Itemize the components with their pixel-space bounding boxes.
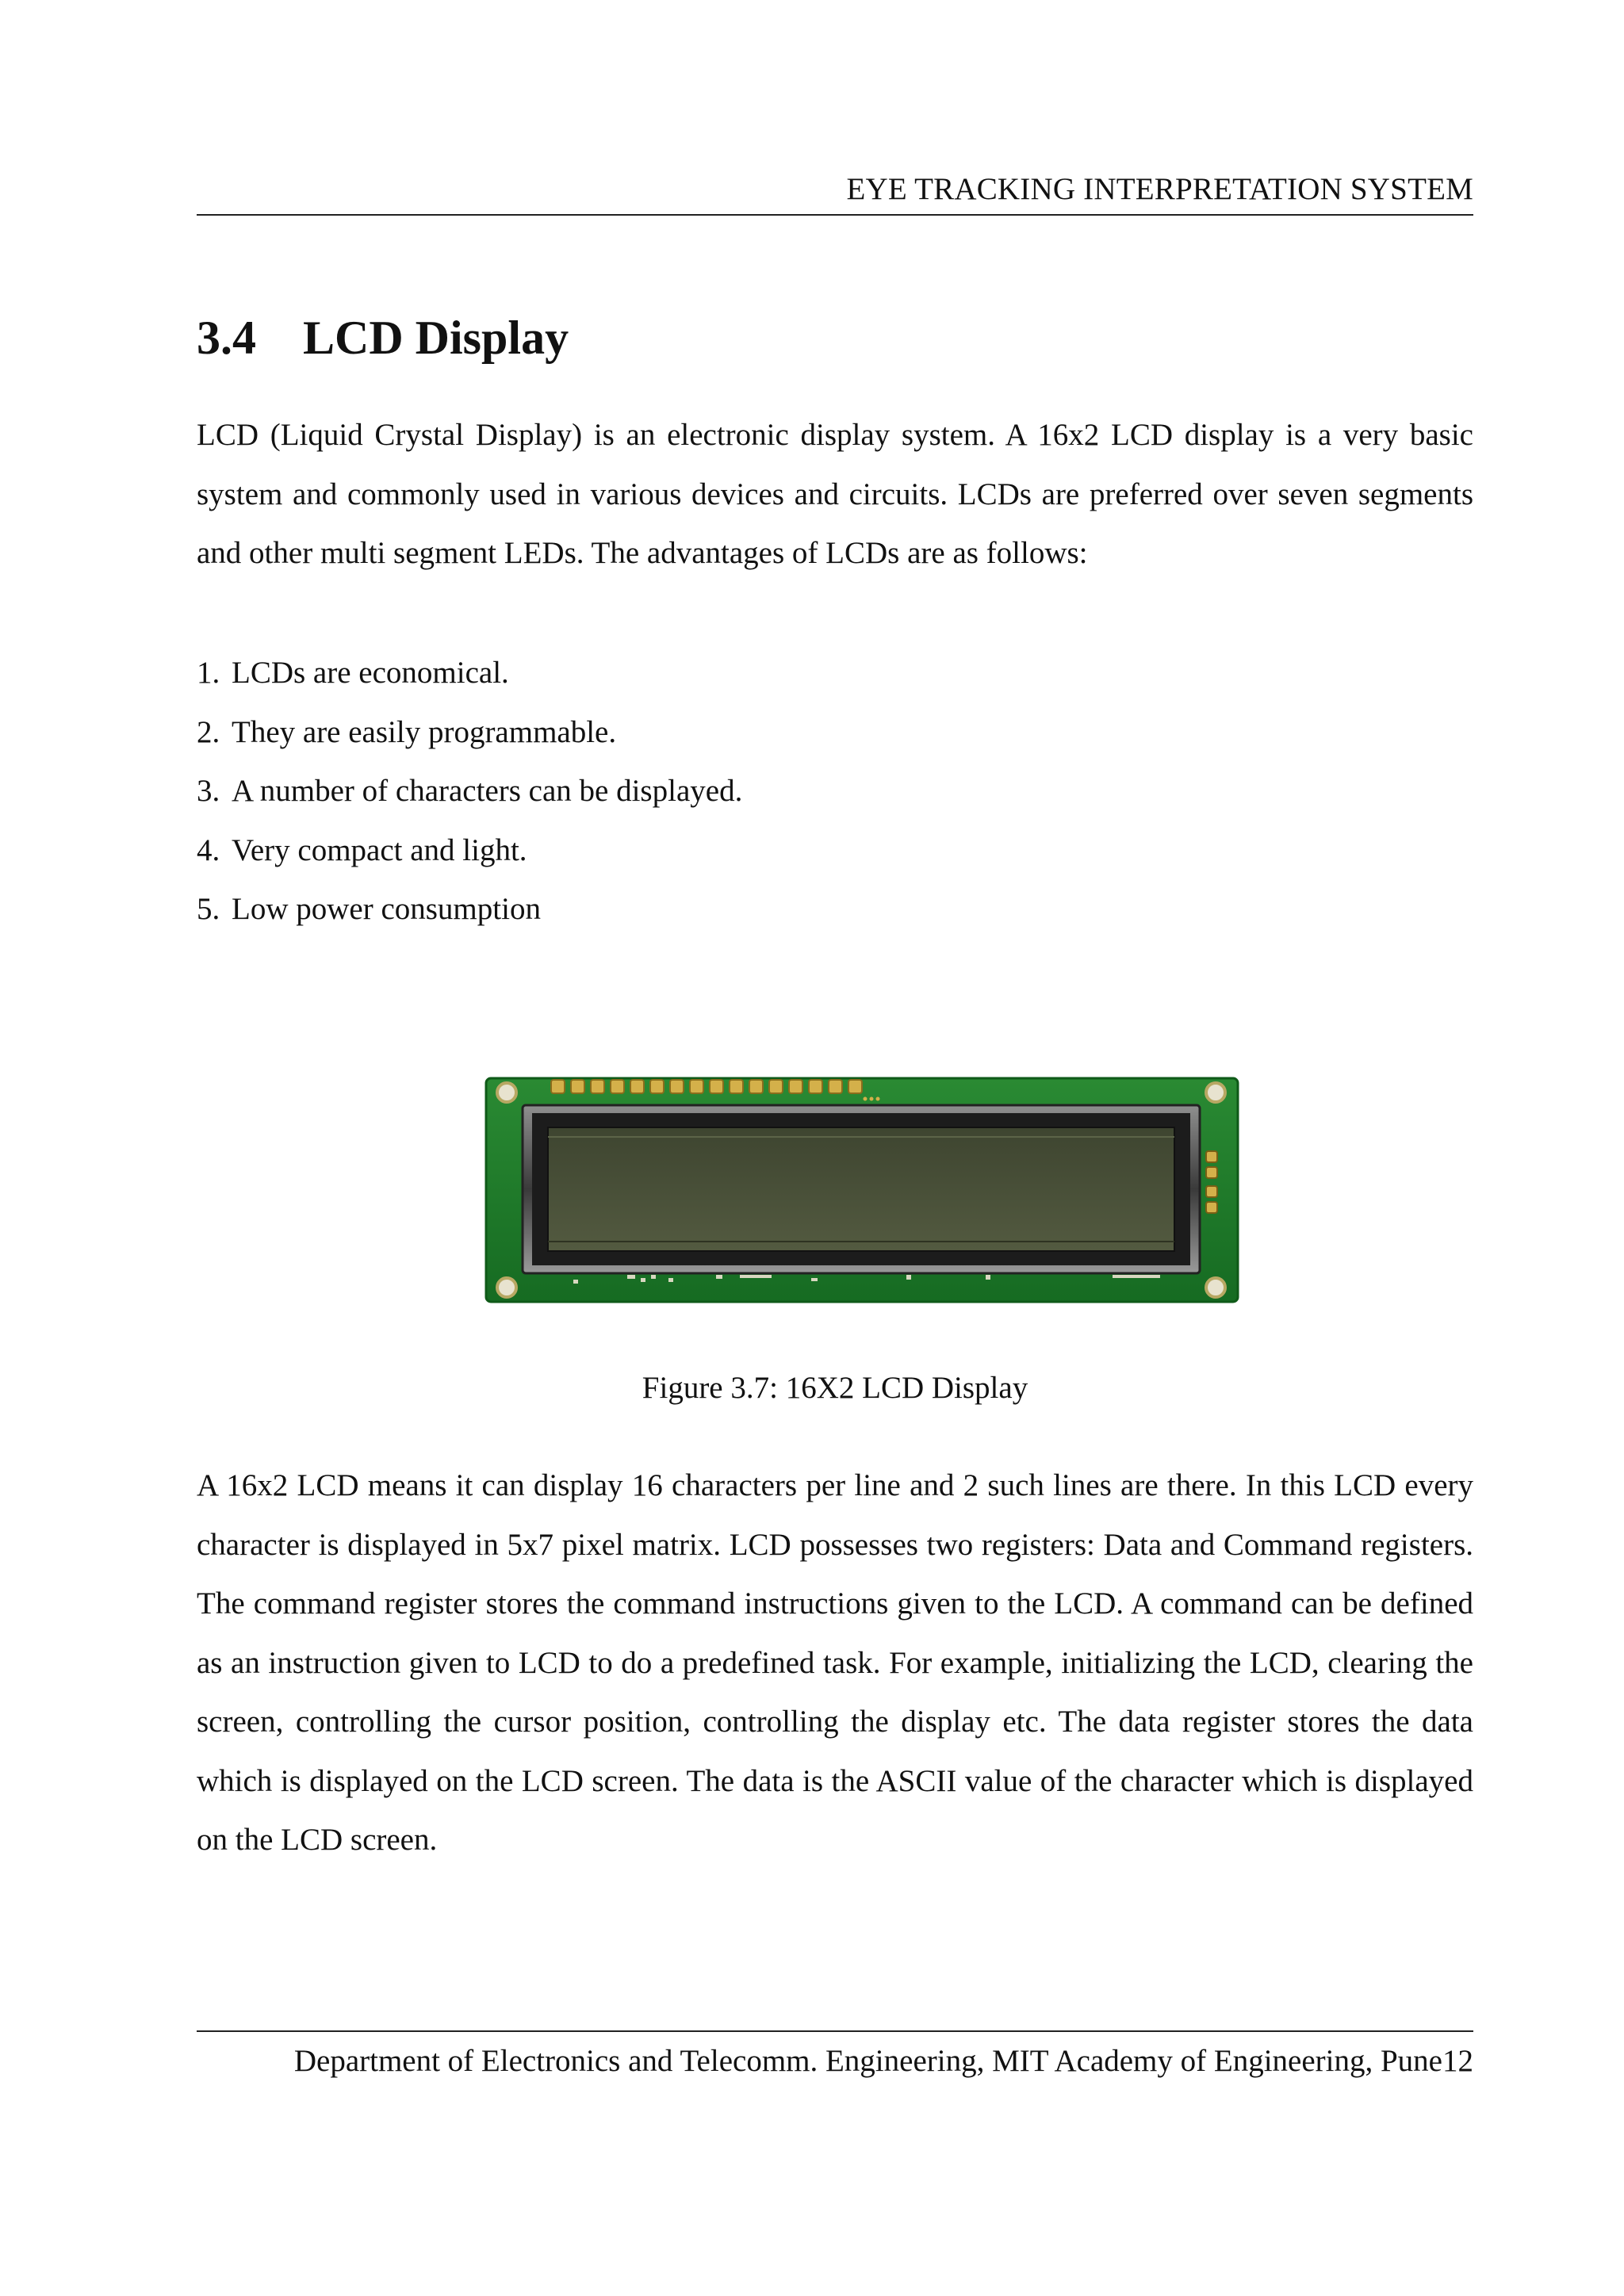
body-paragraph: A 16x2 LCD means it can display 16 characters per line and 2 such lines are there. In this LCD every character is displayed in 5x7 pixel matrix. LCD possesses two registers: Data and Command registers. The command register stores the command instructions given to the LCD. A command can be defined as an instruction given to LCD to do a predefined task. For example, initializing the LCD, clearing the screen, controlling the cursor position, controlling the display etc. The data register stores the data which is displayed on the LCD screen. The data is the ASCII value of the character which is displayed on the LCD screen. (197, 1468, 1473, 1857)
list-item-number: 1. (197, 656, 220, 690)
list-item-number: 2. (197, 714, 220, 749)
lcd-screen (548, 1127, 1174, 1251)
section-title: LCD Display (303, 312, 569, 364)
list-item-number: 4. (197, 832, 220, 867)
section-number: 3.4 (197, 312, 256, 364)
advantages-list (197, 644, 1473, 939)
list-item-text: Very compact and light. (232, 832, 527, 867)
list-item (197, 703, 1473, 763)
list-item-text: They are easily programmable. (232, 714, 617, 749)
page-footer (197, 2030, 1473, 2078)
lcd-figure (478, 1070, 1246, 1310)
list-item-number: 5. (197, 892, 220, 926)
list-item-text: LCDs are economical. (232, 656, 509, 690)
running-title: EYE TRACKING INTERPRETATION SYSTEM (846, 172, 1473, 206)
intro-paragraph: LCD (Liquid Crystal Display) is an electronic display system. A 16x2 LCD display is a very basic system and commonly used in various devices and circuits. LCDs are preferred over seven segments and other multi segment LEDs. The advantages of LCDs are as follows: (197, 418, 1473, 570)
page-header (197, 168, 1473, 216)
figure-caption: Figure 3.7: 16X2 LCD Display (642, 1371, 1028, 1405)
list-item (197, 644, 1473, 703)
section-heading (197, 308, 569, 368)
lcd-module-image (478, 1070, 1246, 1310)
footer-text: Department of Electronics and Telecomm. Engineering, MIT Academy of Engineering, Pune12 (293, 2044, 1473, 2078)
list-item (197, 762, 1473, 821)
list-item-number: 3. (197, 774, 220, 808)
list-item-text: A number of characters can be displayed. (232, 774, 743, 808)
list-item-text: Low power consumption (232, 892, 541, 926)
list-item (197, 880, 1473, 939)
list-item (197, 821, 1473, 881)
